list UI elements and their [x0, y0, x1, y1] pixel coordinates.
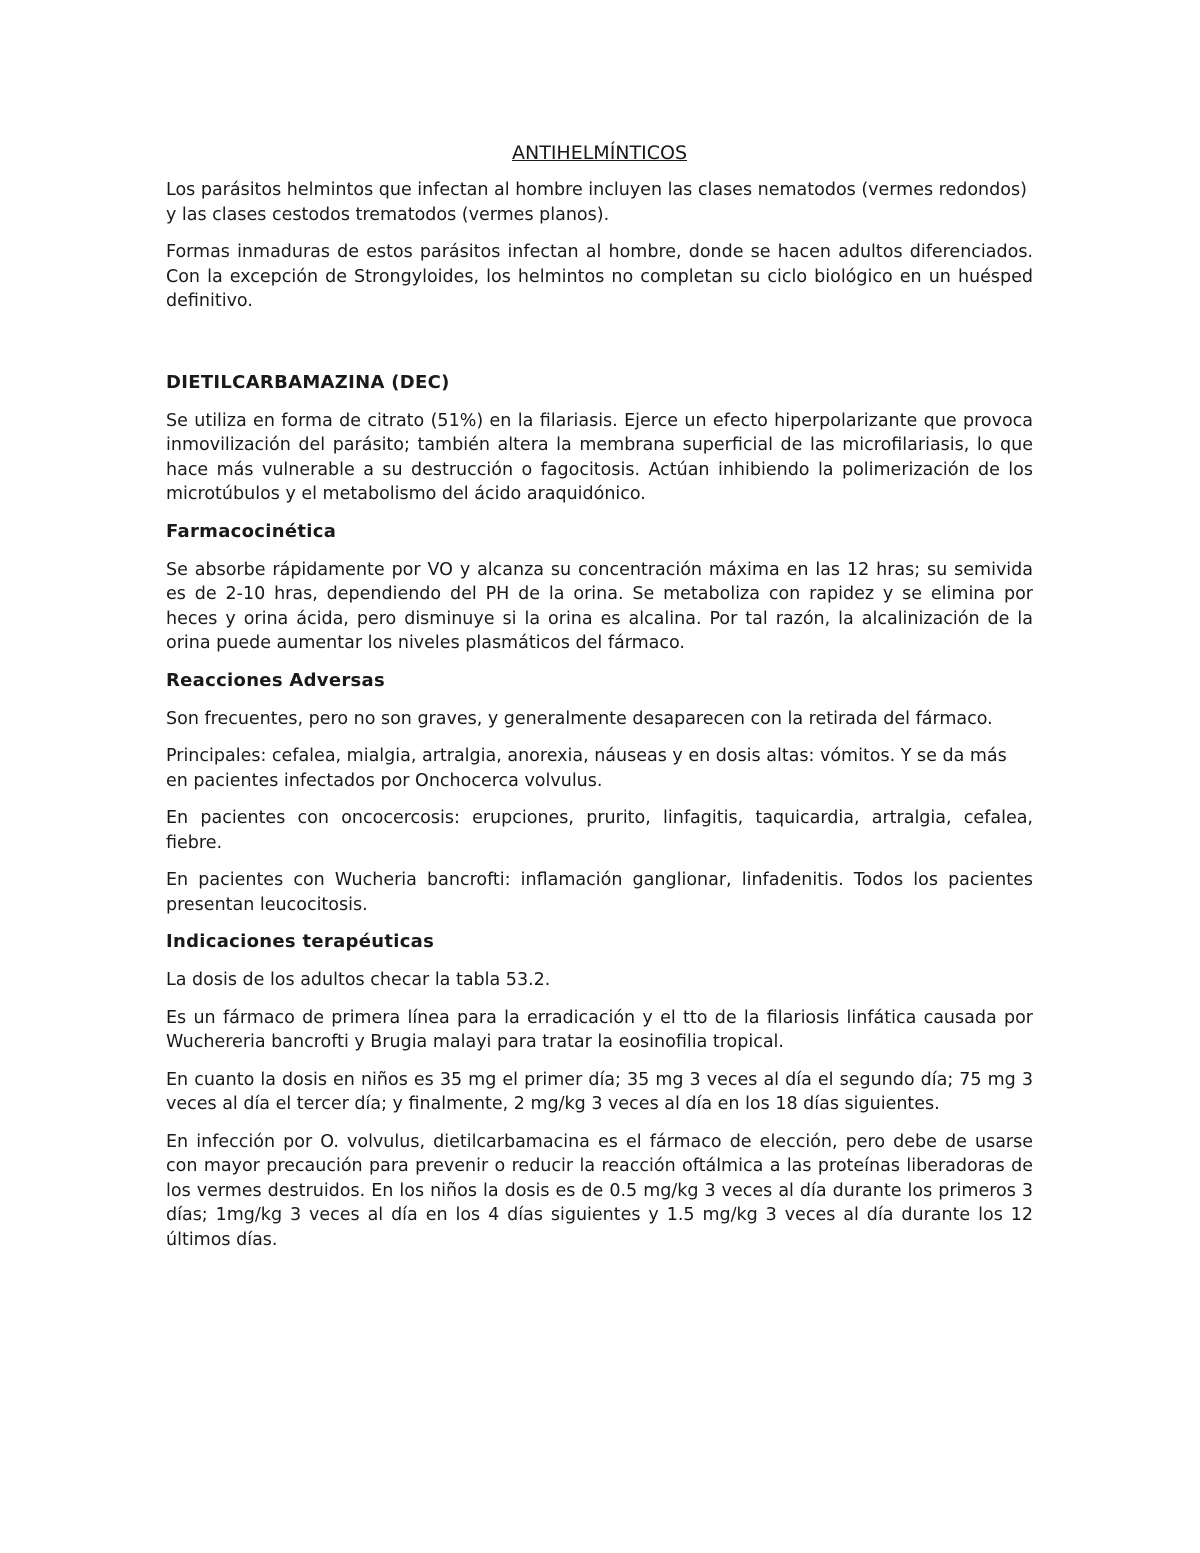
- intro-paragraph-2: Formas inmaduras de estos parásitos infectan al hombre, donde se hacen adultos diferenciados. Con la excepción de Strongyloides, los helmintos no completan su ciclo biológico en un huésped definitivo.: [166, 242, 1033, 311]
- indicaciones-paragraph-4: En infección por O. volvulus, dietilcarbamacina es el fármaco de elección, pero debe de usarse con mayor precaución para prevenir o reducir la reacción oftálmica a las proteínas liberadoras de los vermes destruidos. En los niños la dosis es de 0.5 mg/kg 3 veces al día durante los primeros 3 días; 1mg/kg 3 veces al día en los 4 días siguientes y 1.5 mg/kg 3 veces al día durante los 12 últimos días.: [166, 1131, 1033, 1250]
- dec-paragraph: Se utiliza en forma de citrato (51%) en la filariasis. Ejerce un efecto hiperpolarizante que provoca inmovilización del parásito; también altera la membrana superficial de las microfilariasis, lo que hace más vulnerable a su destrucción o fagocitosis. Actúan inhibiendo la polimerización de los microtúbulos y el metabolismo del ácido araquidónico.: [166, 410, 1033, 504]
- indicaciones-paragraph-1: La dosis de los adultos checar la tabla 53.2.: [166, 970, 551, 990]
- dec-heading: DIETILCARBAMAZINA (DEC): [166, 371, 450, 393]
- reacciones-heading: Reacciones Adversas: [166, 669, 386, 691]
- indicaciones-paragraph-2: Es un fármaco de primera línea para la erradicación y el tto de la filariosis linfática causada por Wuchereria bancrofti y Brugia malayi para tratar la eosinofilia tropical.: [166, 1007, 1033, 1052]
- section-spacer: [166, 327, 1033, 371]
- document-title: ANTIHELMÍNTICOS: [512, 142, 687, 164]
- farmacocinetica-heading: Farmacocinética: [166, 520, 337, 542]
- reacciones-paragraph-2: Principales: cefalea, mialgia, artralgia, anorexia, náuseas y en dosis altas: vómitos. Y se da más en pacientes infectados por Onchocerca volvulus.: [166, 746, 1007, 791]
- reacciones-paragraph-1: Son frecuentes, pero no son graves, y generalmente desaparecen con la retirada del fármaco.: [166, 708, 993, 729]
- reacciones-paragraph-3: En pacientes con oncocercosis: erupciones, prurito, linfagitis, taquicardia, artralgia, cefalea, fiebre.: [166, 808, 1033, 853]
- indicaciones-heading: Indicaciones terapéuticas: [166, 931, 435, 952]
- document-page: [166, 140, 1033, 1265]
- farmacocinetica-paragraph: Se absorbe rápidamente por VO y alcanza su concentración máxima en las 12 hras; su semivida es de 2-10 hras, dependiendo del PH de la orina. Se metaboliza con rapidez y se elimina por heces y orina ácida, pero disminuye si la orina es alcalina. Por tal razón, la alcalinización de la orina puede aumentar los niveles plasmáticos del fármaco.: [166, 559, 1033, 653]
- indicaciones-paragraph-3: En cuanto la dosis en niños es 35 mg el primer día; 35 mg 3 veces al día el segundo día; 75 mg 3 veces al día el tercer día; y finalmente, 2 mg/kg 3 veces al día en los 18 días siguientes.: [166, 1069, 1033, 1114]
- intro-paragraph-1: Los parásitos helmintos que infectan al hombre incluyen las clases nematodos (vermes redondos) y las clases cestodos trematodos (vermes planos).: [166, 180, 1027, 225]
- reacciones-paragraph-4: En pacientes con Wucheria bancrofti: inflamación ganglionar, linfadenitis. Todos los pacientes presentan leucocitosis.: [166, 870, 1033, 915]
